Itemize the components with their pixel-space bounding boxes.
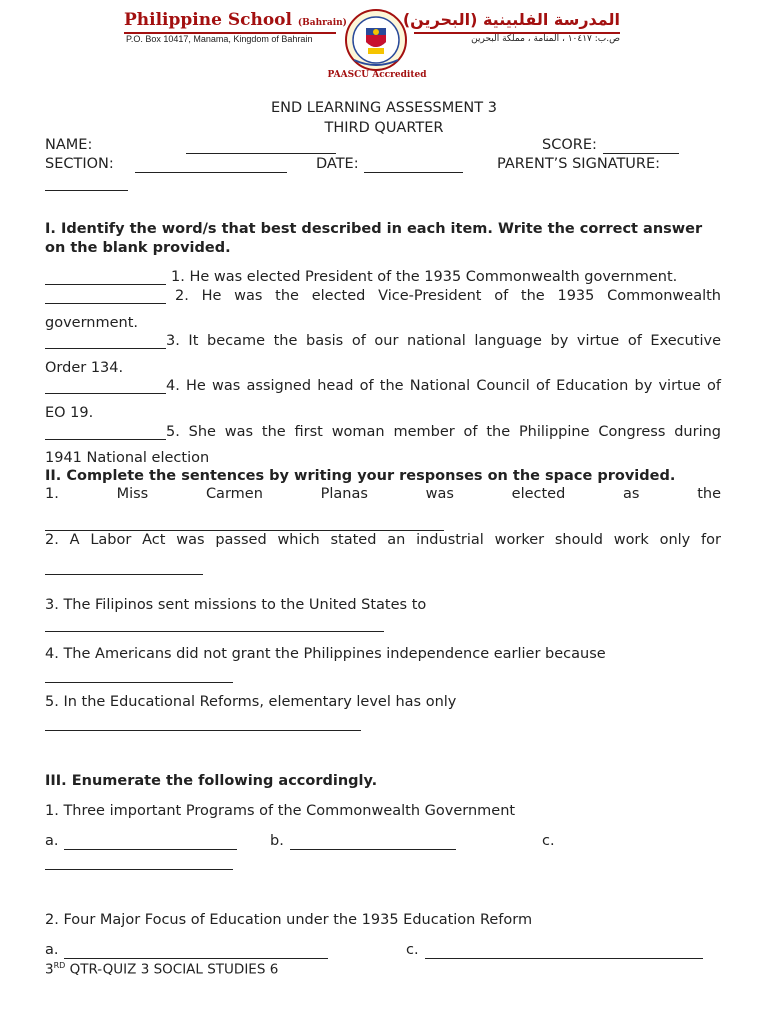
footer-text: [45, 961, 278, 978]
part2-item3-blank[interactable]: [45, 617, 384, 632]
part3-q2-c-blank[interactable]: [425, 944, 703, 959]
part3-q2-c-label: c.: [406, 942, 419, 958]
part2-item1-word: 1.: [45, 486, 59, 502]
footer-sup: RD: [53, 961, 66, 970]
part2-item3: 3. The Filipinos sent missions to the United States to: [45, 597, 427, 613]
part2-item1-word: the: [697, 486, 721, 502]
part3-q1-c-blank[interactable]: [45, 855, 233, 870]
part3-q2-a-blank[interactable]: [64, 944, 328, 959]
part3-q1-b-blank[interactable]: [290, 835, 456, 850]
part1-item4-blank[interactable]: [45, 379, 166, 394]
school-letterhead: [122, 6, 624, 86]
part1-item2-blank[interactable]: [45, 289, 166, 304]
accreditation-label: PAASCU Accredited: [327, 70, 427, 80]
part1-heading: I. Identify the word/s that best described in each item. Write the correct answer on the blank provided.: [45, 221, 703, 256]
part3-q1-a-label: a.: [45, 833, 59, 849]
title-line-2: THIRD QUARTER: [324, 120, 444, 136]
part2-item1-blank[interactable]: [45, 516, 444, 531]
date-blank[interactable]: [364, 158, 463, 173]
title-line-1: END LEARNING ASSESSMENT 3: [271, 100, 497, 116]
footer-main: QTR-QUIZ 3 SOCIAL STUDIES 6: [65, 961, 279, 978]
part1-item1: 1. He was elected President of the 1935 Commonwealth government.: [171, 269, 678, 285]
part1-item4-cont: EO 19.: [45, 405, 94, 421]
part3-q1-b-label: b.: [270, 833, 284, 849]
part1-item5-blank[interactable]: [45, 425, 166, 440]
part1-item2-cont: government.: [45, 315, 139, 331]
part3-q1-c-label: c.: [542, 833, 555, 849]
part3-q2-a-label: a.: [45, 942, 59, 958]
part2-item2: 2. A Labor Act was passed which stated an industrial worker should work only for: [45, 532, 721, 548]
name-label: NAME:: [45, 137, 93, 153]
part2-item1-word: Planas: [320, 486, 368, 502]
school-seal-icon: [344, 8, 408, 72]
score-label: SCORE:: [542, 137, 597, 153]
part2-item1-word: Miss: [116, 486, 149, 502]
part1-item1-blank[interactable]: [45, 270, 166, 285]
date-label: DATE:: [316, 156, 359, 172]
part2-item4-blank[interactable]: [45, 668, 233, 683]
parent-signature-label: PARENT’S SIGNATURE:: [497, 156, 661, 172]
part1-item3: 3. It became the basis of our national language by virtue of Executive: [166, 333, 721, 349]
section-blank[interactable]: [135, 158, 287, 173]
address-en: P.O. Box 10417, Manama, Kingdom of Bahrain: [126, 34, 313, 44]
part1-item3-cont: Order 134.: [45, 360, 124, 376]
part1-item5-cont: 1941 National election: [45, 450, 210, 466]
part1-item2: 2. He was the elected Vice-President of the 1935 Commonwealth: [175, 288, 721, 304]
school-name-en: Philippine School (Bahrain): [124, 10, 347, 30]
footer-prefix: 3: [45, 961, 54, 978]
part2-item1: [45, 486, 721, 502]
part2-item1-word: was: [425, 486, 454, 502]
part3-q1: 1. Three important Programs of the Commonwealth Government: [45, 803, 516, 819]
part2-item5-blank[interactable]: [45, 716, 361, 731]
part2-heading: II. Complete the sentences by writing your responses on the space provided.: [45, 468, 676, 484]
name-blank[interactable]: [186, 139, 336, 154]
school-name-ar: المدرسة الفلبينية (البحرين): [402, 10, 620, 29]
part2-item5: 5. In the Educational Reforms, elementary level has only: [45, 694, 457, 710]
section-label: SECTION:: [45, 156, 114, 172]
part2-item2-blank[interactable]: [45, 560, 203, 575]
part1-item3-blank[interactable]: [45, 334, 166, 349]
part2-item1-word: elected: [511, 486, 566, 502]
part2-item1-word: Carmen: [205, 486, 263, 502]
part1-item4: 4. He was assigned head of the National Council of Education by virtue of: [166, 378, 721, 394]
parent-signature-blank[interactable]: [45, 176, 128, 191]
part2-item4: 4. The Americans did not grant the Philippines independence earlier because: [45, 646, 606, 662]
part3-q1-a-blank[interactable]: [64, 835, 237, 850]
part3-q2: 2. Four Major Focus of Education under the 1935 Education Reform: [45, 912, 533, 928]
part3-heading: III. Enumerate the following accordingly.: [45, 773, 378, 789]
address-ar: ص.ب: ١٠٤١٧ ، المنامة ، مملكة البحرين: [471, 34, 620, 44]
score-blank[interactable]: [603, 139, 679, 154]
part2-item1-word: as: [623, 486, 640, 502]
part1-item5: 5. She was the first woman member of the Philippine Congress during: [166, 424, 721, 440]
